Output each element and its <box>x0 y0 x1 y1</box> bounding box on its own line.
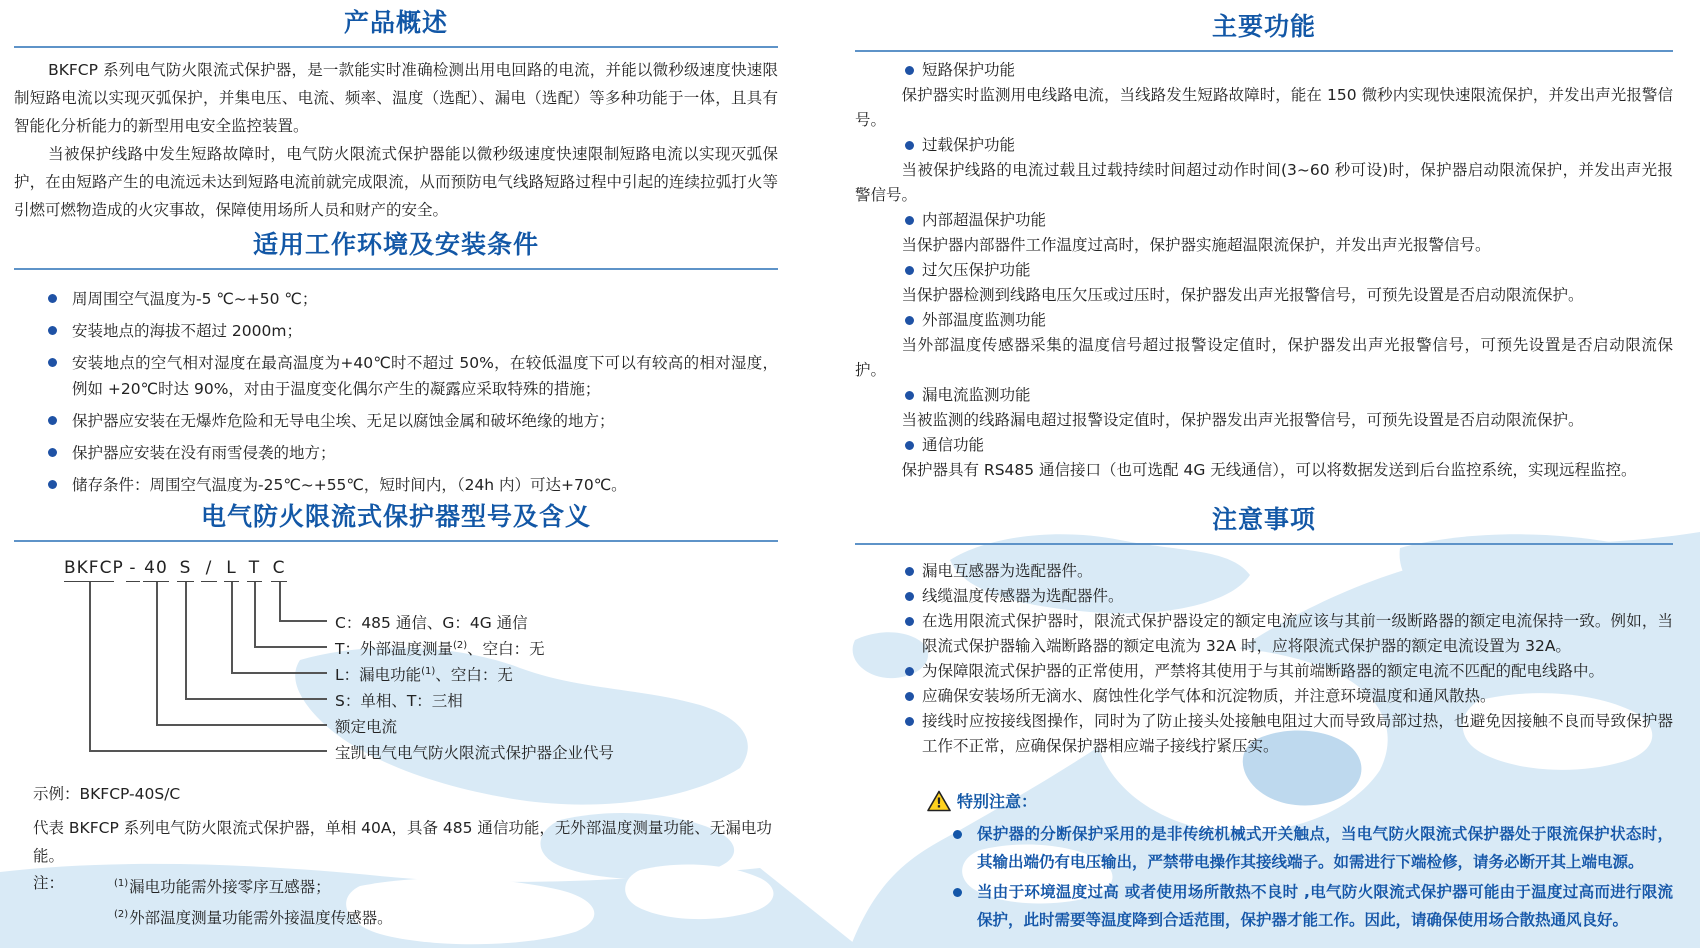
function-heading: 内部超温保护功能 <box>855 208 1673 233</box>
function-desc: 当外部温度传感器采集的温度信号超过报警设定值时，保护器发出声光报警信号，可预先设置是否启动限流保护。 <box>855 336 1673 379</box>
list-item <box>14 472 778 498</box>
branch-line <box>89 750 327 752</box>
overview-paragraph-2: 当被保护线路中发生短路故障时，电气防火限流式保护器能以微秒级速度快速限制短路电流以实现灭弧保护，在由短路产生的电流远未达到短路电流前就完成限流，从而预防电气线路短路过程中引起的连续拉弧打火等引燃可燃物造成的火灾事故，保障使用场所人员和财产的安全。 <box>14 145 778 219</box>
function-heading: 短路保护功能 <box>855 58 1673 83</box>
precautions-title: 注意事项 <box>1211 505 1316 534</box>
list-item-text: 安装地点的空气相对湿度在最高温度为+40℃时不超过 50%，在较低温度下可以有较高的相对湿度，例如 +20℃时达 90%，对由于温度变化偶尔产生的凝露应采取特殊的措施； <box>72 354 778 398</box>
section-precautions <box>855 505 1673 936</box>
function-desc: 当保护器内部器件工作温度过高时，保护器实施超温限流保护，并发出声光报警信号。 <box>901 236 1491 254</box>
branch-line <box>185 698 327 700</box>
list-item <box>855 820 1673 876</box>
bullet-icon <box>905 141 914 150</box>
list-item-text: 安装地点的海拔不超过 2000m； <box>72 322 302 340</box>
list-item-text: 保护器应安装在无爆炸危险和无导电尘埃、无足以腐蚀金属和破坏绝缘的地方； <box>72 412 615 430</box>
model-example-label: 示例：BKFCP-40S/C <box>33 785 181 803</box>
list-item <box>855 709 1673 759</box>
list-item <box>855 684 1673 709</box>
list-item <box>855 559 1673 584</box>
bullet-icon <box>905 717 914 726</box>
list-item <box>14 350 778 402</box>
branch-line <box>231 582 233 672</box>
bullet-icon <box>905 692 914 701</box>
model-code-part: L <box>224 558 239 582</box>
note-text: $^{(1)}$漏电功能需外接零序互感器； <box>114 878 331 897</box>
section-environment <box>14 230 778 504</box>
bullet-icon <box>905 617 914 626</box>
list-item <box>855 609 1673 659</box>
functions-list <box>855 58 1673 483</box>
list-item <box>855 878 1673 934</box>
section-model-meaning <box>14 502 778 932</box>
bullet-icon <box>48 416 57 425</box>
bullet-icon <box>905 66 914 75</box>
model-code-part: S <box>177 558 194 582</box>
title-rule <box>14 46 778 48</box>
bullet-icon <box>905 441 914 450</box>
function-desc: 当保护器检测到线路电压欠压或过压时，保护器发出声光报警信号，可预先设置是否启动限流保护。 <box>901 286 1584 304</box>
overview-paragraph-1: BKFCP 系列电气防火限流式保护器，是一款能实时准确检测出用电回路的电流，并能以微秒级速度快速限制短路电流以实现灭弧保护，并集电压、电流、频率、温度（选配）、漏电（选配）等多种功能于一体，且具有智能化分析能力的新型用电安全监控装置。 <box>14 61 778 135</box>
special-attention-list <box>855 820 1673 934</box>
product-overview-title: 产品概述 <box>343 8 448 37</box>
list-item-text: 应确保安装场所无滴水、腐蚀性化学气体和沉淀物质，并注意环境温度和通风散热。 <box>922 687 1496 705</box>
model-code-part: BKFCP <box>64 558 114 582</box>
function-heading: 漏电流监测功能 <box>855 383 1673 408</box>
model-branch-label: T：外部温度测量$^{(2)}$、空白：无 <box>335 640 545 659</box>
bullet-icon <box>953 888 962 897</box>
function-desc: 当被监测的线路漏电超过报警设定值时，保护器发出声光报警信号，可预先设置是否启动限流保护。 <box>901 411 1584 429</box>
list-item-text: 接线时应按接线图操作，同时为了防止接头处接触电阻过大而导致局部过热，也避免因接触不良而导致保护器工作不正常，应确保保护器相应端子接线拧紧压实。 <box>922 712 1673 755</box>
title-rule <box>855 50 1673 52</box>
section-main-functions <box>855 12 1673 483</box>
precautions-list <box>855 559 1673 759</box>
model-code-part: - <box>126 558 140 582</box>
list-item <box>855 659 1673 684</box>
model-meaning-title: 电气防火限流式保护器型号及含义 <box>200 502 591 531</box>
bullet-icon <box>905 592 914 601</box>
bullet-icon <box>953 830 962 839</box>
list-item-text: 周周围空气温度为-5 ℃~+50 ℃； <box>72 290 318 308</box>
model-branch-label: L：漏电功能$^{(1)}$、空白：无 <box>335 666 513 685</box>
model-code-part: 40 <box>143 558 169 582</box>
branch-line <box>231 672 327 674</box>
list-item-text: 当由于环境温度过高 或者使用场所散热不良时 ,电气防火限流式保护器可能由于温度过高而进行限流保护，此时需要等温度降到合适范围，保护器才能工作。因此，请确保使用场合散热通风良好。 <box>977 883 1673 929</box>
list-item-text: 线缆温度传感器为选配器件。 <box>922 587 1124 605</box>
model-branch-label: 额定电流 <box>335 718 398 737</box>
bullet-icon <box>905 391 914 400</box>
list-item <box>14 286 778 312</box>
model-note-row <box>33 870 778 901</box>
title-rule <box>14 268 778 270</box>
list-item <box>855 584 1673 609</box>
function-heading: 外部温度监测功能 <box>855 308 1673 333</box>
environment-list <box>14 286 778 498</box>
model-code-part: C <box>271 558 287 582</box>
list-item <box>14 408 778 434</box>
svg-text:!: ! <box>936 796 942 811</box>
branch-line <box>254 646 327 648</box>
model-branch-label: S：单相、T：三相 <box>335 692 463 711</box>
bullet-icon <box>48 294 57 303</box>
special-attention-label: 特别注意： <box>957 792 1038 811</box>
model-note-row: $^{(2)}$外部温度测量功能需外接温度传感器。 <box>114 909 393 928</box>
function-heading: 通信功能 <box>855 433 1673 458</box>
branch-line <box>185 582 187 698</box>
bullet-icon <box>905 667 914 676</box>
branch-line <box>254 582 256 646</box>
title-rule <box>855 543 1673 545</box>
branch-line <box>279 620 327 622</box>
bullet-icon <box>48 358 57 367</box>
model-branch-label: C：485 通信、G：4G 通信 <box>335 614 528 633</box>
function-heading: 过载保护功能 <box>855 133 1673 158</box>
special-attention-header <box>927 789 1673 812</box>
function-desc: 当被保护线路的电流过载且过载持续时间超过动作时间(3~60 秒可设)时，保护器启动限流保护，并发出声光报警信号。 <box>855 161 1673 204</box>
main-functions-title: 主要功能 <box>1211 12 1316 41</box>
bullet-icon <box>48 480 57 489</box>
list-item <box>14 440 778 466</box>
title-rule <box>14 540 778 542</box>
list-item-text: 为保障限流式保护器的正常使用，严禁将其使用于与其前端断路器的额定电流不匹配的配电线路中。 <box>922 662 1605 680</box>
bullet-icon <box>48 448 57 457</box>
model-code-part: / <box>201 558 217 582</box>
list-item-text: 在选用限流式保护器时，限流式保护器设定的额定电流应该与其前一级断路器的额定电流保持一致。例如，当限流式保护器输入端断路器的额定电流为 32A 时，应将限流式保护器的额定电流设置为 32A。 <box>922 612 1673 655</box>
branch-line <box>156 724 327 726</box>
model-code-diagram <box>14 558 778 770</box>
function-heading: 过欠压保护功能 <box>855 258 1673 283</box>
branch-line <box>89 582 91 750</box>
model-code-part: T <box>247 558 262 582</box>
list-item-text: 保护器的分断保护采用的是非传统机械式开关触点，当电气防火限流式保护器处于限流保护状态时，其输出端仍有电压输出，严禁带电操作其接线端子。如需进行下端检修，请务必断开其上端电源。 <box>977 825 1673 871</box>
section-product-overview <box>14 8 778 224</box>
list-item-text: 漏电互感器为选配器件。 <box>922 562 1093 580</box>
model-branch-label: 宝凯电气电气防火限流式保护器企业代号 <box>335 744 615 763</box>
environment-title: 适用工作环境及安装条件 <box>252 230 539 259</box>
note-label: 注： <box>33 874 65 892</box>
bullet-icon <box>905 316 914 325</box>
bullet-icon <box>905 216 914 225</box>
branch-line <box>156 582 158 724</box>
list-item <box>14 318 778 344</box>
function-desc: 保护器实时监测用电线路电流，当线路发生短路故障时，能在 150 微秒内实现快速限流保护，并发出声光报警信号。 <box>855 86 1673 129</box>
branch-line <box>279 582 281 620</box>
list-item-text: 储存条件：周围空气温度为-25℃~+55℃，短时间内，（24h 内）可达+70℃。 <box>72 476 627 494</box>
bullet-icon <box>905 567 914 576</box>
model-example-desc: 代表 BKFCP 系列电气防火限流式保护器，单相 40A，具备 485 通信功能，无外部温度测量功能、无漏电功能。 <box>33 819 772 865</box>
warning-triangle-icon <box>927 790 951 812</box>
note-text: 外部温度测量功能需外接温度传感器。 <box>129 909 393 928</box>
bullet-icon <box>48 326 57 335</box>
bullet-icon <box>905 266 914 275</box>
list-item-text: 保护器应安装在没有雨雪侵袭的地方； <box>72 444 336 462</box>
function-desc: 保护器具有 RS485 通信接口（也可选配 4G 无线通信），可以将数据发送到后台监控系统，实现远程监控。 <box>901 461 1637 479</box>
